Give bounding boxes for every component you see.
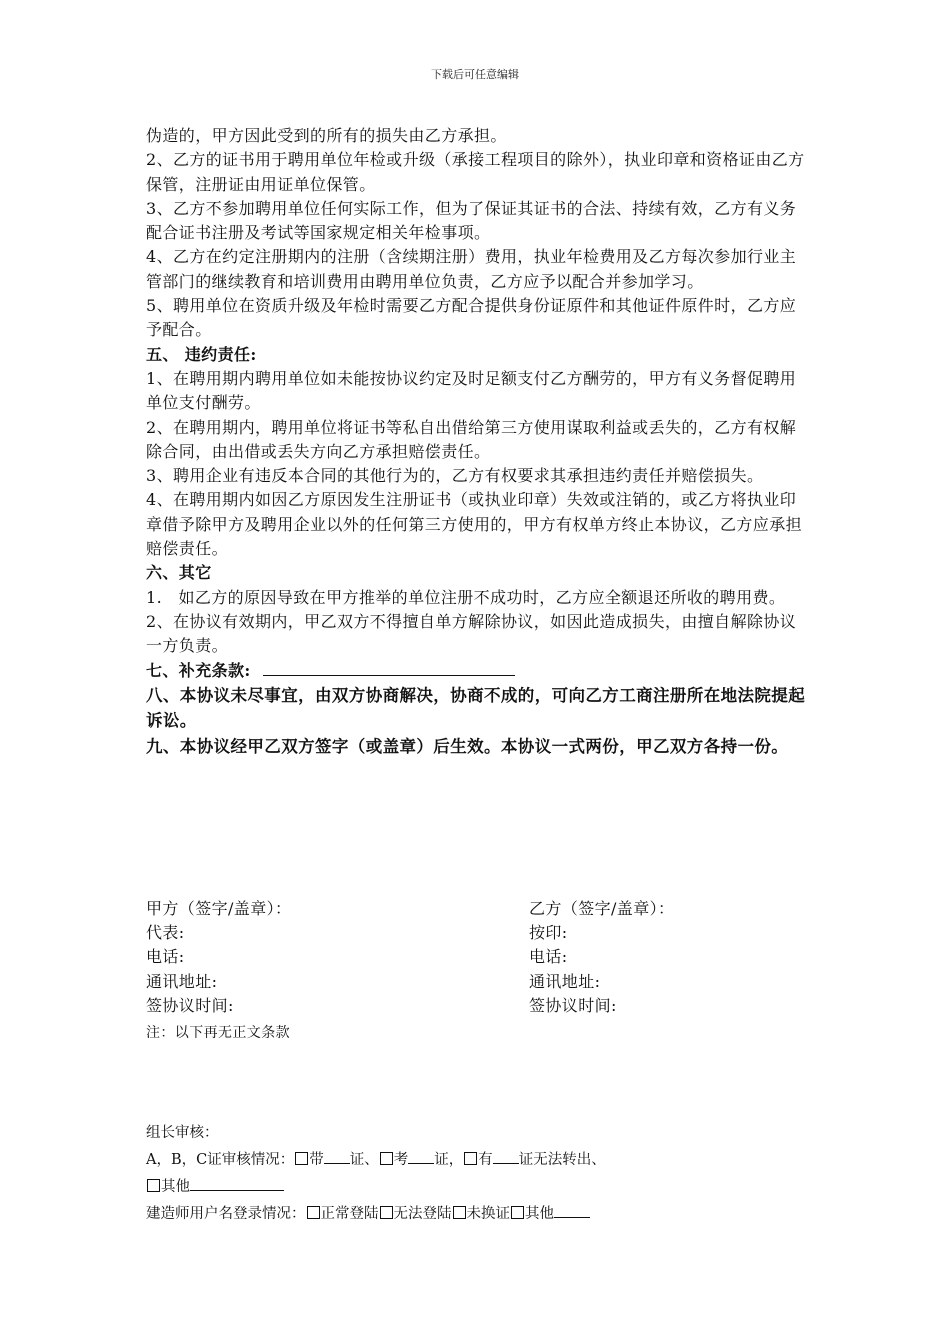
clause-paragraph: 2、在协议有效期内，甲乙双方不得擅自单方解除协议，如因此造成损失，由擅自解除协议一方负责。 bbox=[146, 611, 797, 656]
signature-field: 通讯地址: bbox=[529, 971, 601, 991]
party-a-column bbox=[146, 897, 291, 1018]
contract-body bbox=[146, 124, 810, 759]
opt-zheng2-label: 证， bbox=[434, 1152, 464, 1168]
blank-other2[interactable] bbox=[554, 1203, 590, 1218]
opt-you-label: 有 bbox=[478, 1152, 493, 1168]
bold-clause: 八、本协议未尽事宜，由双方协商解决，协商不成的，可向乙方工商注册所在地法院提起诉讼。 bbox=[146, 685, 806, 731]
section-heading: 六、其它 bbox=[146, 563, 212, 583]
opt-cannot-transfer-label: 证无法转出、 bbox=[518, 1152, 606, 1168]
review-other-line bbox=[146, 1174, 810, 1201]
checkbox-not-changed[interactable] bbox=[453, 1206, 466, 1219]
clause-paragraph: 1. 如乙方的原因导致在甲方推举的单位注册不成功时，乙方应全额退还所收的聘用费。 bbox=[146, 587, 786, 607]
signature-field: 电话: bbox=[146, 947, 185, 967]
supplement-label: 七、补充条款: bbox=[146, 660, 251, 680]
signature-field: 甲方（签字/盖章）： bbox=[146, 899, 292, 918]
clause-paragraph: 4、在聘用期内如因乙方原因发生注册证书（或执业印章）失效或注销的，或乙方将执业印章借予除甲方及聘用企业以外的任何第三方使用的，甲方有权单方终止本协议，乙方应承担赔偿责任。 bbox=[146, 490, 803, 559]
opt-normal-label: 正常登陆 bbox=[320, 1206, 379, 1222]
signature-field: 乙方（签字/盖章）： bbox=[529, 899, 675, 918]
paragraph-list bbox=[146, 124, 810, 659]
clause-paragraph: 3、乙方不参加聘用单位任何实际工作，但为了保证其证书的合法、持续有效，乙方有义务配合证书注册及考试等国家规定相关年检事项。 bbox=[146, 198, 797, 243]
opt-other-label: 其他 bbox=[161, 1179, 190, 1195]
bold-clause: 九、本协议经甲乙双方签字（或盖章）后生效。本协议一式两份，甲乙双方各持一份。 bbox=[146, 736, 789, 756]
clause-paragraph: 3、聘用企业有违反本合同的其他行为的，乙方有权要求其承担违约责任并赔偿损失。 bbox=[146, 466, 764, 486]
clause-paragraph: 2、乙方的证书用于聘用单位年检或升级（承接工程项目的除外），执业印章和资格证由乙方保管，注册证由用证单位保管。 bbox=[146, 150, 805, 194]
signature-field: 电话: bbox=[529, 947, 568, 967]
checkbox-dai[interactable] bbox=[295, 1152, 308, 1165]
blank-kao[interactable] bbox=[408, 1149, 434, 1164]
opt-zheng-label: 证、 bbox=[349, 1152, 379, 1168]
checkbox-you[interactable] bbox=[464, 1152, 477, 1165]
opt-not-changed-label: 未换证 bbox=[466, 1206, 510, 1222]
review-title: 组长审核： bbox=[146, 1125, 219, 1141]
checkbox-normal-login[interactable] bbox=[307, 1206, 320, 1219]
blank-other[interactable] bbox=[190, 1176, 284, 1191]
opt-cannot-login-label: 无法登陆 bbox=[393, 1206, 452, 1222]
clause-paragraph: 伪造的，甲方因此受到的所有的损失由乙方承担。 bbox=[146, 126, 507, 145]
opt-dai-label: 带 bbox=[309, 1152, 324, 1168]
review-login-line bbox=[146, 1201, 810, 1228]
clause-paragraph: 1、在聘用期内聘用单位如未能按协议约定及时足额支付乙方酬劳的，甲方有义务督促聘用单位支付酬劳。 bbox=[146, 368, 797, 413]
blank-dai[interactable] bbox=[324, 1149, 350, 1164]
cert-review-label: A，B，C证审核情况： bbox=[146, 1152, 295, 1168]
signature-field: 代表: bbox=[146, 923, 185, 943]
bold-clause-list bbox=[146, 683, 810, 760]
checkbox-other[interactable] bbox=[147, 1179, 160, 1192]
clause-paragraph: 4、乙方在约定注册期内的注册（含续期注册）费用，执业年检费用及乙方每次参加行业主管部门的继续教育和培训费用由聘用单位负责，乙方应予以配合并参加学习。 bbox=[146, 247, 797, 291]
opt-other2-label: 其他 bbox=[525, 1206, 554, 1222]
checkbox-other2[interactable] bbox=[511, 1206, 524, 1219]
checkbox-cannot-login[interactable] bbox=[380, 1206, 393, 1219]
checkbox-kao[interactable] bbox=[380, 1152, 393, 1165]
clause-paragraph: 2、在聘用期内，聘用单位将证书等私自出借给第三方使用谋取利益或丢失的，乙方有权解除合同，由出借或丢失方向乙方承担赔偿责任。 bbox=[146, 417, 797, 461]
supplement-blank[interactable] bbox=[263, 661, 515, 676]
page-header: 下载后可任意编辑 bbox=[431, 68, 519, 81]
section-heading: 五、 违约责任: bbox=[146, 344, 257, 364]
review-section bbox=[146, 1120, 810, 1228]
end-note: 注：以下再无正文条款 bbox=[146, 1025, 290, 1041]
login-review-label: 建造师用户名登录情况： bbox=[146, 1206, 306, 1222]
signature-field: 签协议时间: bbox=[529, 995, 617, 1015]
blank-you[interactable] bbox=[493, 1149, 519, 1164]
party-b-column bbox=[529, 897, 674, 1018]
signature-field: 按印: bbox=[529, 923, 568, 943]
review-cert-line bbox=[146, 1147, 810, 1174]
opt-kao-label: 考 bbox=[393, 1152, 409, 1168]
supplement-clause bbox=[146, 659, 810, 683]
clause-paragraph: 5、聘用单位在资质升级及年检时需要乙方配合提供身份证原件和其他证件原件时，乙方应予配合。 bbox=[146, 296, 797, 340]
signature-field: 签协议时间: bbox=[146, 995, 234, 1015]
signature-field: 通讯地址: bbox=[146, 971, 218, 991]
